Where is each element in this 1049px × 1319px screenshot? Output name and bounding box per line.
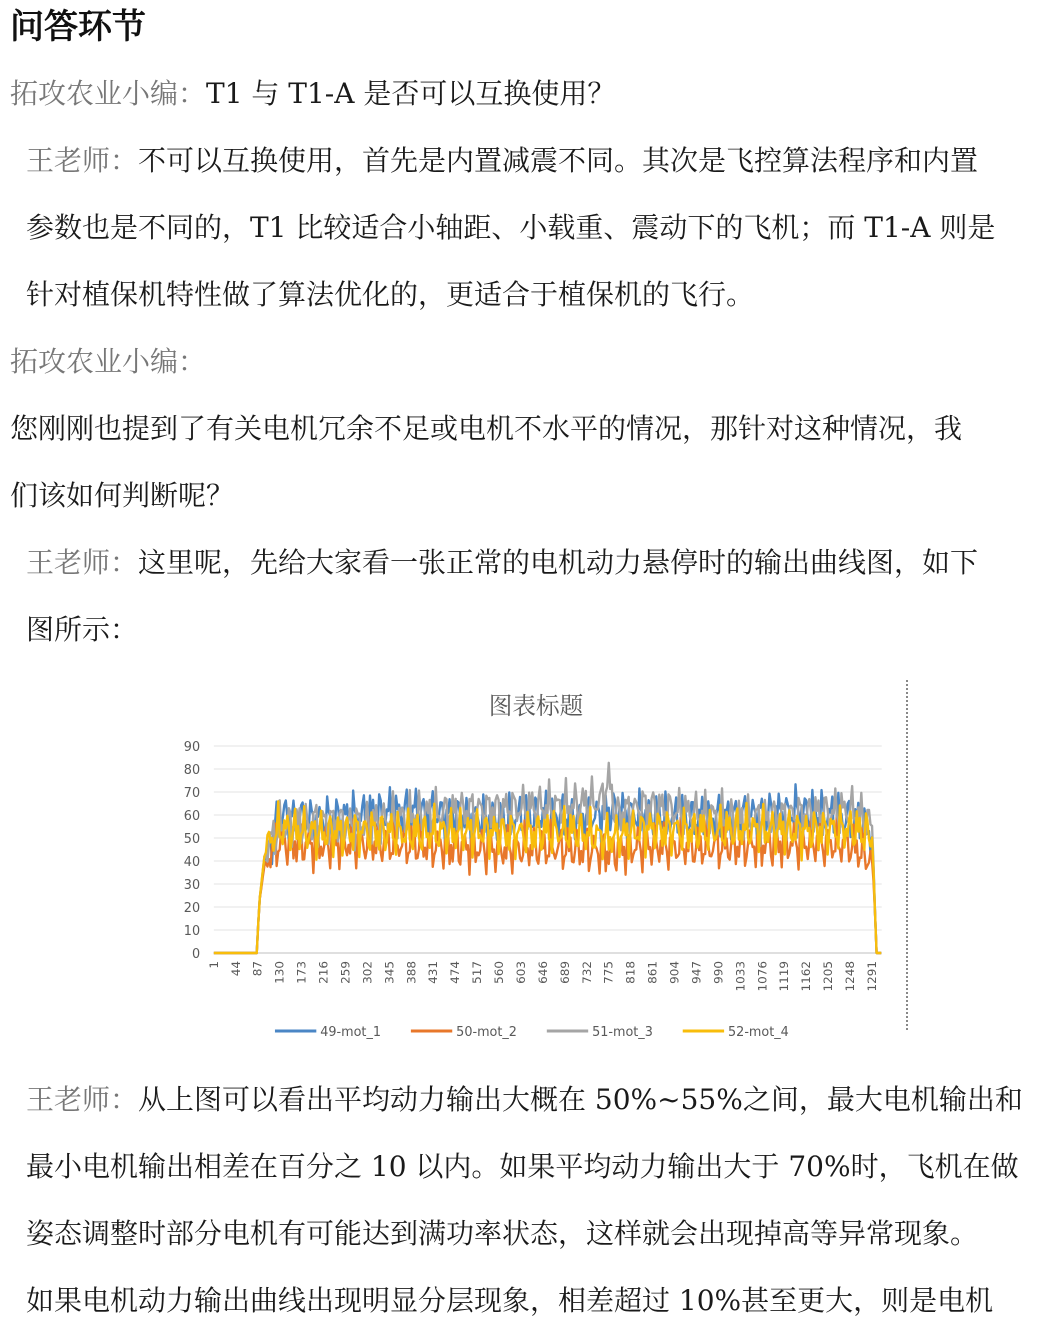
line-text: 如果电机动力输出曲线出现明显分层现象，相差超过 10%甚至更大，则是电机 (26, 1284, 994, 1317)
page-divider (906, 680, 908, 1030)
x-tick-label: 603 (514, 961, 528, 984)
y-tick-label: 60 (183, 808, 201, 825)
x-tick-label: 517 (470, 961, 485, 984)
chart-svg (183, 662, 912, 1052)
x-tick-label: 216 (316, 961, 331, 984)
qa-line (10, 478, 234, 514)
line-text: 您刚刚也提到了有关电机冗余不足或电机不水平的情况，那针对这种情况，我 (10, 412, 963, 445)
y-tick-label: 10 (183, 923, 201, 940)
x-tick-label: 474 (448, 961, 463, 984)
qa-line (10, 344, 206, 380)
line-text: 们该如何判断呢？ (10, 479, 235, 512)
qa-line (26, 1082, 1023, 1118)
legend-label: 50-mot_2 (456, 1024, 517, 1041)
speaker-label: 王老师： (26, 144, 139, 177)
qa-line (26, 1216, 978, 1252)
speaker-label: 王老师： (26, 546, 139, 579)
y-tick-label: 30 (183, 877, 201, 894)
line-text: T1 与 T1-A 是否可以互换使用？ (206, 77, 616, 110)
x-tick-label: 560 (492, 961, 506, 984)
qa-line (26, 210, 995, 246)
speaker-label: 王老师： (26, 1083, 139, 1116)
x-tick-label: 44 (228, 961, 243, 977)
x-tick-label: 259 (338, 961, 353, 984)
qa-line (26, 277, 754, 313)
x-tick-label: 1119 (777, 961, 792, 992)
x-tick-label: 1291 (865, 960, 879, 992)
x-tick-label: 646 (535, 961, 550, 984)
x-tick-label: 1 (206, 961, 221, 969)
speaker-label: 拓攻农业小编： (10, 345, 207, 378)
x-tick-label: 1033 (733, 961, 748, 992)
x-tick-label: 775 (601, 961, 616, 984)
y-tick-label: 50 (183, 831, 201, 848)
y-tick-label: 90 (183, 739, 201, 756)
y-tick-label: 0 (191, 946, 201, 963)
legend-label: 51-mot_3 (592, 1024, 653, 1041)
line-text: 从上图可以看出平均动力输出大概在 50%~55%之间，最大电机输出和 (138, 1083, 1023, 1116)
line-text: 最小电机输出相差在百分之 10 以内。如果平均动力输出大于 70%时，飞机在做 (26, 1150, 1019, 1183)
motor-output-chart (183, 662, 912, 1052)
qa-line (26, 545, 978, 581)
line-text: 图所示： (26, 613, 139, 646)
line-text: 这里呢，先给大家看一张正常的电机动力悬停时的输出曲线图，如下 (138, 546, 979, 579)
x-tick-label: 130 (272, 961, 287, 984)
line-text: 姿态调整时部分电机有可能达到满功率状态，这样就会出现掉高等异常现象。 (26, 1217, 979, 1250)
x-tick-label: 689 (557, 961, 572, 984)
qa-line (26, 1149, 1019, 1185)
line-text: 参数也是不同的，T1 比较适合小轴距、小载重、震动下的飞机；而 T1-A 则是 (26, 211, 996, 244)
legend-label: 52-mot_4 (728, 1024, 789, 1041)
line-text: 针对植保机特性做了算法优化的，更适合于植保机的飞行。 (26, 278, 755, 311)
x-tick-label: 732 (579, 961, 594, 984)
qa-line (10, 76, 615, 112)
line-text: 不可以互换使用，首先是内置减震不同。其次是飞控算法程序和内置 (138, 144, 979, 177)
x-tick-label: 431 (426, 961, 441, 984)
x-tick-label: 947 (689, 961, 704, 984)
x-tick-label: 904 (667, 961, 682, 984)
x-tick-label: 173 (294, 961, 309, 984)
x-tick-label: 1248 (843, 961, 857, 992)
x-tick-label: 818 (623, 961, 638, 984)
y-tick-label: 20 (183, 900, 201, 917)
x-tick-label: 345 (382, 961, 397, 984)
x-tick-label: 1162 (799, 961, 814, 992)
qa-line (10, 411, 962, 447)
x-tick-label: 1076 (755, 961, 770, 992)
x-tick-label: 1205 (821, 960, 836, 992)
chart-title: 图表标题 (488, 691, 584, 721)
y-tick-label: 40 (183, 854, 201, 871)
y-tick-label: 80 (183, 762, 201, 779)
x-tick-label: 87 (250, 961, 265, 977)
qa-line (26, 612, 138, 648)
x-tick-label: 302 (360, 961, 375, 984)
y-tick-label: 70 (183, 785, 201, 802)
x-tick-label: 861 (645, 961, 660, 984)
legend-label: 49-mot_1 (320, 1024, 381, 1041)
qa-line (26, 143, 978, 179)
x-tick-label: 388 (404, 961, 419, 984)
chart-plot-group (184, 692, 882, 1040)
x-tick-label: 990 (711, 961, 726, 984)
page-title: 问答环节 (10, 7, 146, 47)
speaker-label: 拓攻农业小编： (10, 77, 207, 110)
qa-line (26, 1283, 993, 1319)
